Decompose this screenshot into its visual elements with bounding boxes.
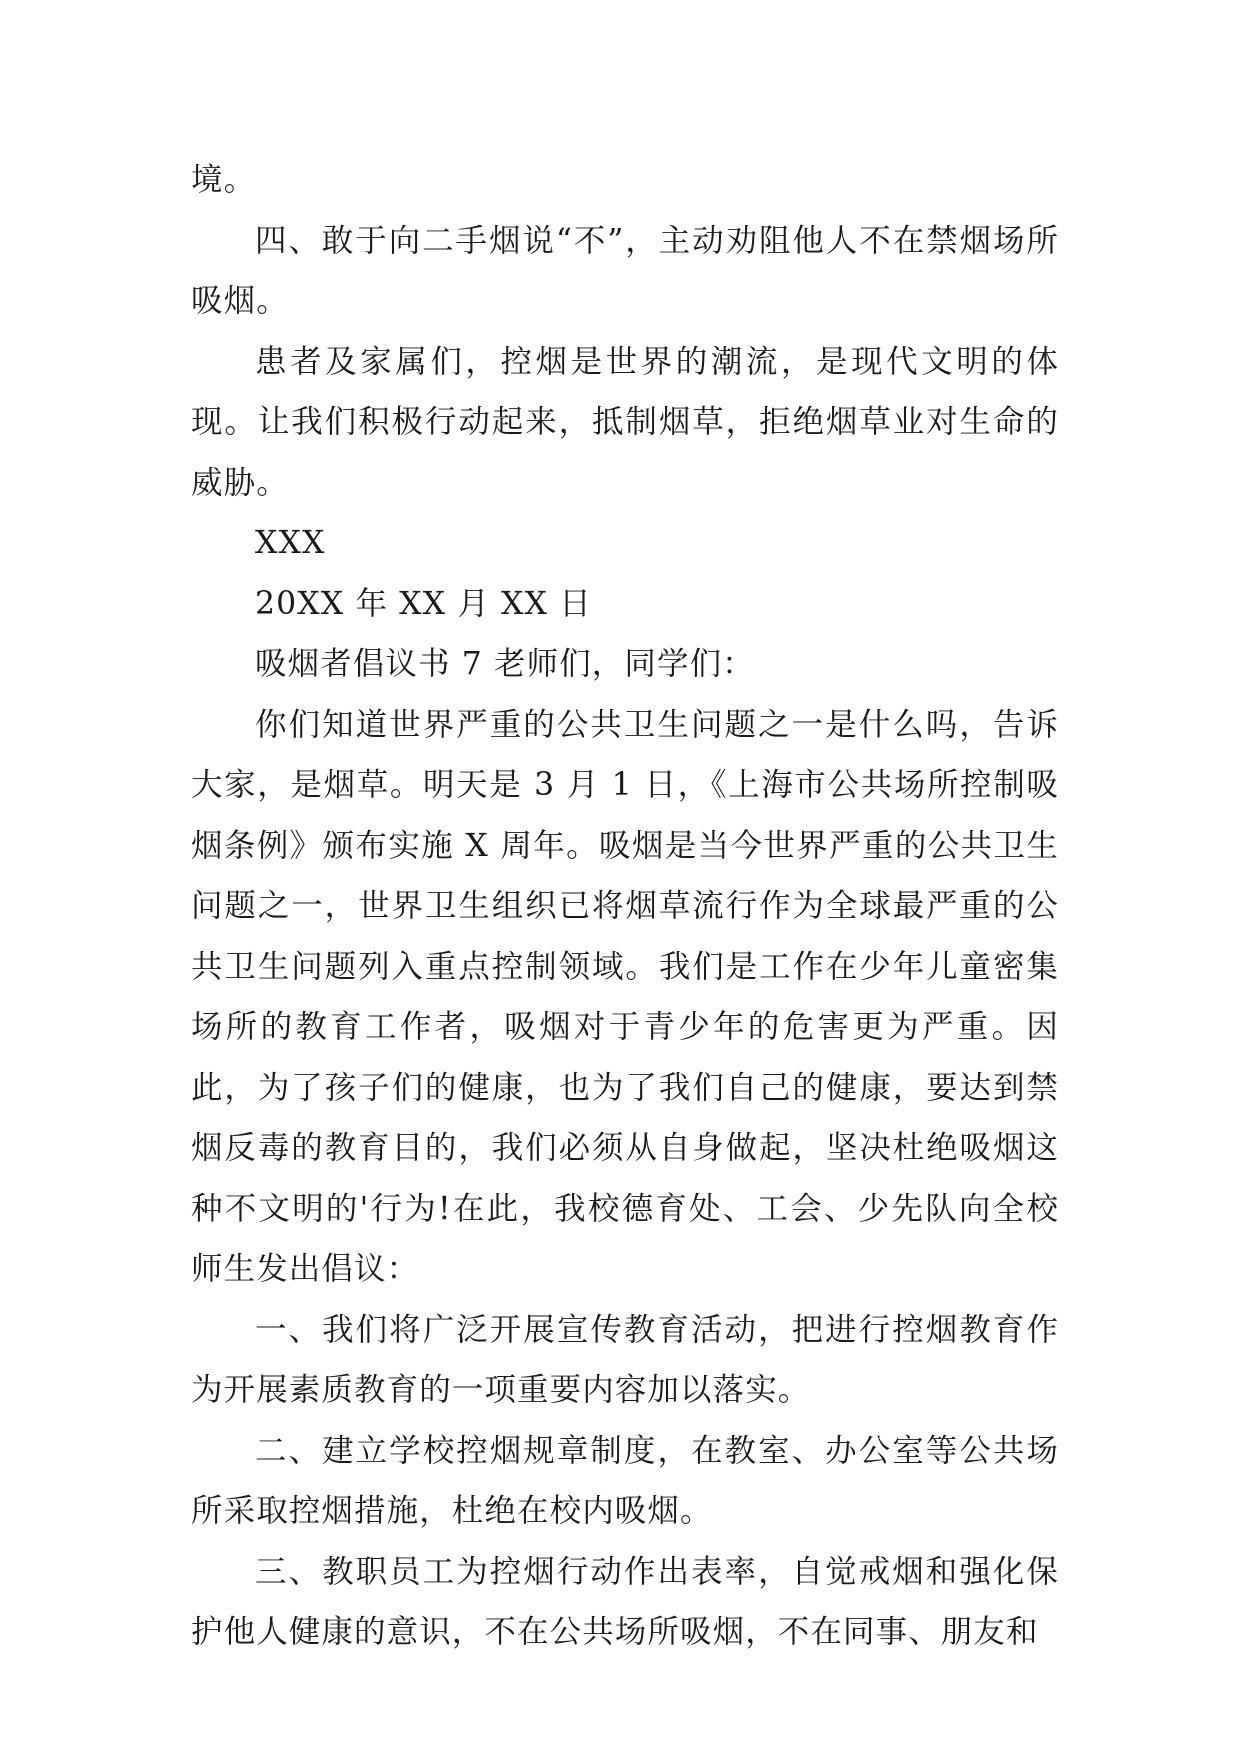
signature-name: XXX (255, 525, 326, 561)
paragraph-continuation: 境。 (191, 162, 257, 198)
paragraph-closing-appeal: 患者及家属们，控烟是世界的潮流，是现代文明的体现。让我们积极行动起来，抵制烟草，拒绝烟草业对生命的威胁。 (191, 343, 1059, 501)
paragraph-introduction: 你们知道世界严重的公共卫生问题之一是什么吗，告诉大家，是烟草。明天是 3 月 1 日，《上海市公共场所控制吸烟条例》颁布实施 X 周年。吸烟是当今世界严重的公共卫生问题之一，世界卫生组织已将烟草流行作为全球最严重的公共卫生问题列入重点控制领域。我们是工作在少年儿童密集场所的教育工作者，吸烟对于青少年的危害更为严重。因此，为了孩子们的健康，也为了我们自己的健康，要达到禁烟反毒的教育目的，我们必须从自身做起，坚决杜绝吸烟这种不文明的'行为!在此，我校德育处、工会、少先队向全校师生发出倡议： (191, 706, 1059, 1287)
signature-date: 20XX 年 XX 月 XX 日 (255, 585, 592, 622)
proposal-heading-greeting: 吸烟者倡议书 7 老师们，同学们： (255, 646, 755, 682)
paragraph-item-three: 三、教职员工为控烟行动作出表率，自觉戒烟和强化保护他人健康的意识，不在公共场所吸烟，不在同事、朋友和 (191, 1553, 1059, 1650)
body-text (191, 150, 1059, 1663)
paragraph-item-one: 一、我们将广泛开展宣传教育活动，把进行控烟教育作为开展素质教育的一项重要内容加以落实。 (191, 1311, 1059, 1408)
paragraph-item-two: 二、建立学校控烟规章制度，在教室、办公室等公共场所采取控烟措施，杜绝在校内吸烟。 (191, 1432, 1059, 1529)
paragraph-item-four: 四、敢于向二手烟说“不”，主动劝阻他人不在禁烟场所吸烟。 (191, 222, 1059, 319)
